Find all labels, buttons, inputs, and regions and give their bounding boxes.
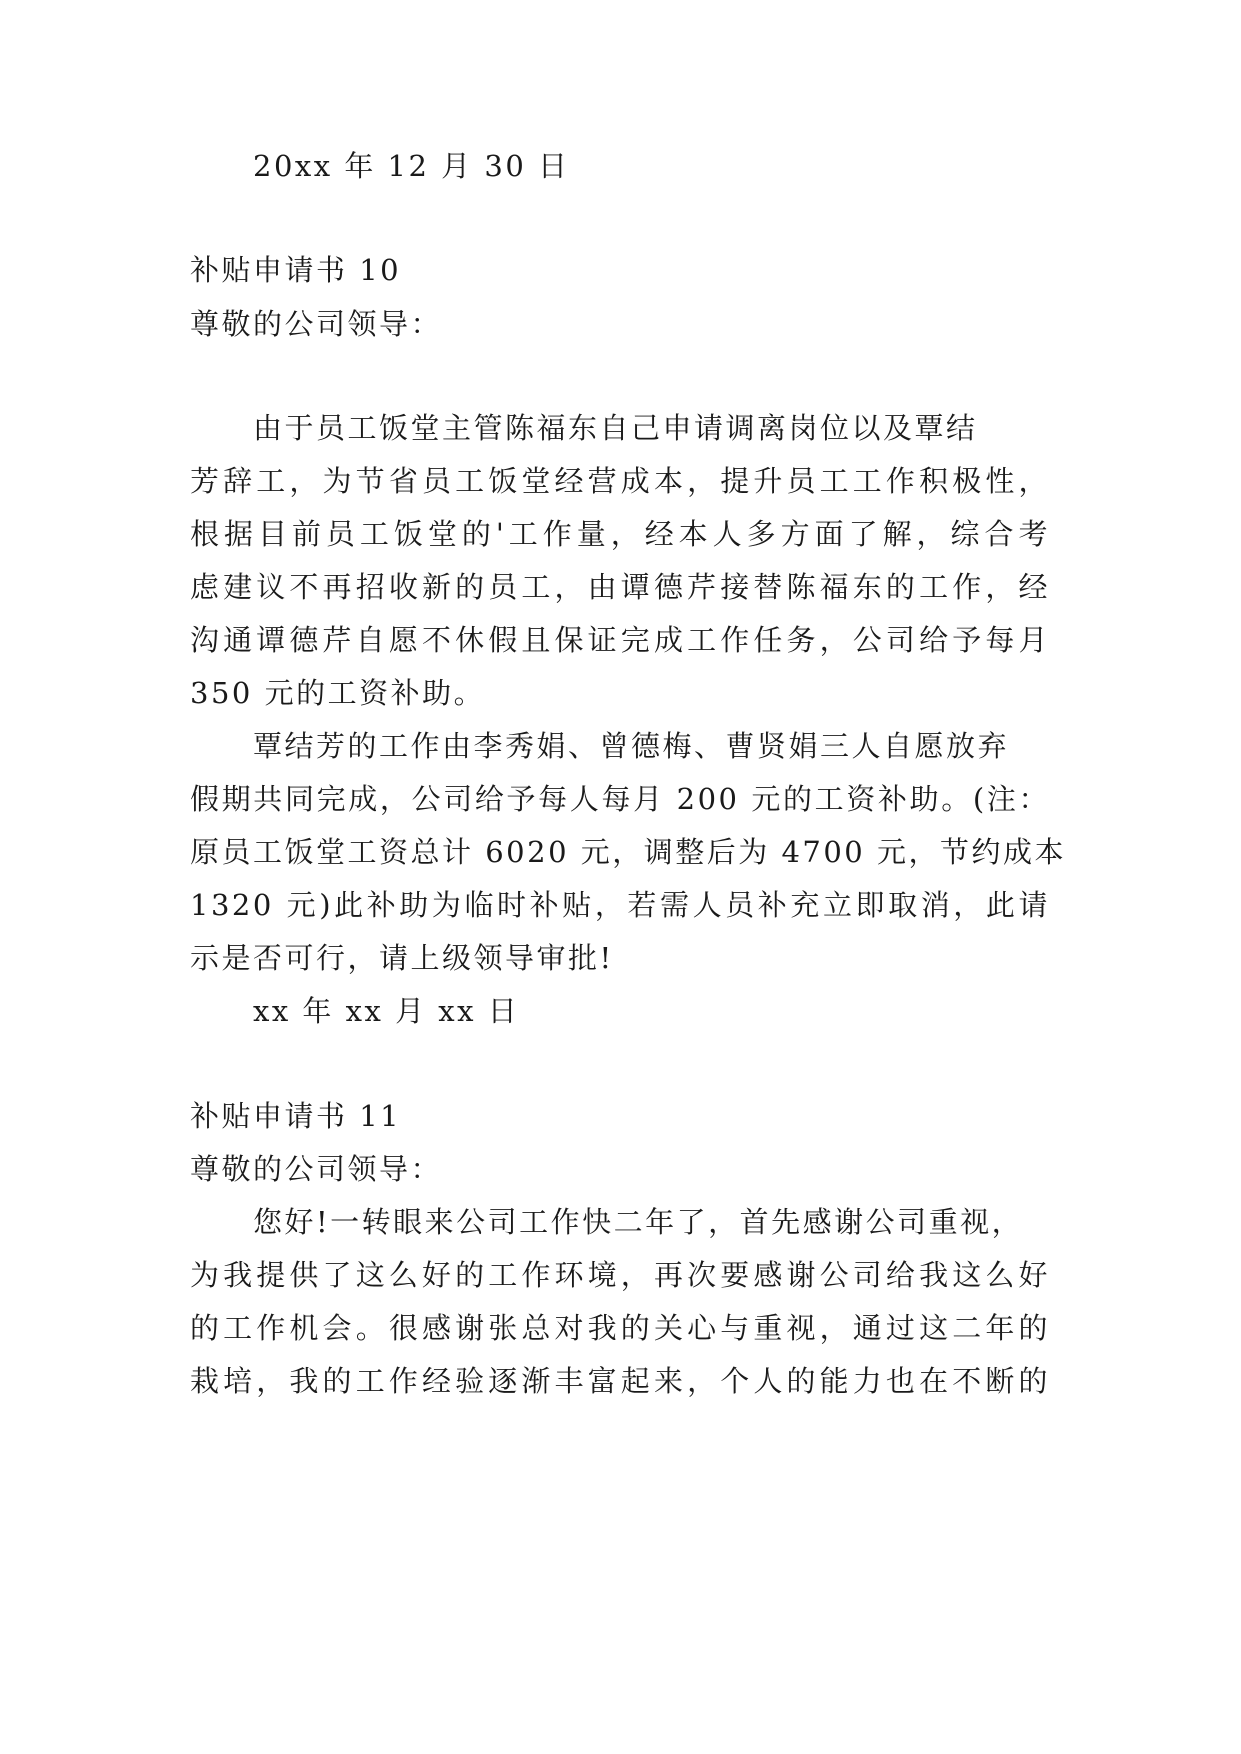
paragraph-line: 栽培，我的工作经验逐渐丰富起来，个人的能力也在不断的 [190,1364,1050,1398]
paragraph-line: 1320 元)此补助为临时补贴，若需人员补充立即取消，此请 [190,888,1050,922]
paragraph-line: 您好!一转眼来公司工作快二年了，首先感谢公司重视， [253,1205,1024,1239]
section-11-title: 补贴申请书 11 [190,1099,402,1133]
paragraph-line: 芳辞工，为节省员工饭堂经营成本，提升员工工作积极性， [190,464,1050,498]
paragraph-line: 示是否可行，请上级领导审批! [190,941,614,975]
section-10-salutation: 尊敬的公司领导： [190,307,443,341]
section-10-title: 补贴申请书 10 [190,253,402,287]
paragraph-line: 假期共同完成，公司给予每人每月 200 元的工资补助。(注： [190,782,1050,816]
paragraph-line: 沟通谭德芹自愿不休假且保证完成工作任务，公司给予每月 [190,623,1050,657]
section-10-date: xx 年 xx 月 xx 日 [253,994,520,1028]
paragraph-line: 的工作机会。很感谢张总对我的关心与重视，通过这二年的 [190,1311,1050,1345]
paragraph-line: 原员工饭堂工资总计 6020 元，调整后为 4700 元，节约成本 [190,835,1066,869]
section-11-salutation: 尊敬的公司领导： [190,1152,443,1186]
paragraph-line: 为我提供了这么好的工作环境，再次要感谢公司给我这么好 [190,1258,1050,1292]
paragraph-line: 根据目前员工饭堂的'工作量，经本人多方面了解，综合考 [190,517,1050,551]
paragraph-line: 350 元的工资补助。 [190,676,486,710]
paragraph-line: 虑建议不再招收新的员工，由谭德芹接替陈福东的工作，经 [190,570,1050,604]
paragraph-line: 由于员工饭堂主管陈福东自己申请调离岗位以及覃结 [253,411,978,445]
date-top: 20xx 年 12 月 30 日 [253,149,570,183]
paragraph-line: 覃结芳的工作由李秀娟、曾德梅、曹贤娟三人自愿放弃 [253,729,1010,763]
